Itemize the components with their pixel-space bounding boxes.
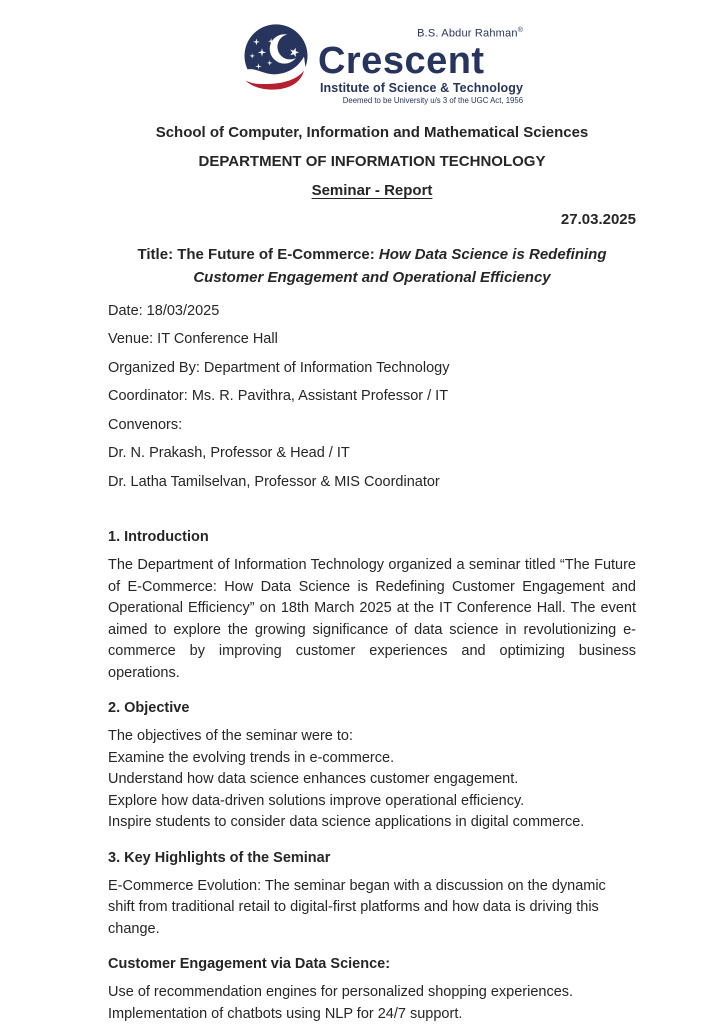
seminar-title-italic-2: Customer Engagement and Operational Efficiency bbox=[193, 268, 551, 286]
report-type-label: Seminar - Report bbox=[311, 181, 433, 199]
highlights-subheading-customer-engagement: Customer Engagement via Data Science: bbox=[108, 956, 391, 973]
detail-convenor-1: Dr. N. Prakash, Professor & Head / IT bbox=[108, 445, 350, 462]
detail-venue: Venue: IT Conference Hall bbox=[108, 331, 278, 348]
report-type-heading bbox=[108, 180, 636, 201]
highlights-line: Use of recommendation engines for personalized shopping experiences. bbox=[108, 984, 574, 1001]
detail-organized-by: Organized By: Department of Information Technology bbox=[108, 359, 450, 376]
spacer bbox=[108, 500, 636, 527]
crescent-moon-stars-emblem-icon bbox=[241, 24, 311, 92]
detail-date: Date: 18/03/2025 bbox=[108, 302, 220, 319]
objective-line: Examine the evolving trends in e-commerce. bbox=[108, 749, 395, 766]
section-heading-highlights: 3. Key Highlights of the Seminar bbox=[108, 849, 331, 866]
logo-brand-small-text: B.S. Abdur Rahman bbox=[417, 27, 518, 40]
institute-logo bbox=[108, 24, 656, 106]
objective-line: Explore how data-driven solutions improve operational efficiency. bbox=[108, 792, 525, 809]
seminar-title-prefix: Title: The Future of E-Commerce: bbox=[137, 245, 375, 263]
detail-coordinator: Coordinator: Ms. R. Pavithra, Assistant Professor / IT bbox=[108, 388, 449, 405]
logo-tagline: Deemed to be University u/s 3 of the UGC Act, 1956 bbox=[342, 95, 524, 105]
introduction-paragraph: The Department of Information Technology organized a seminar titled “The Future of E-Commerce: How Data Science is Redefining Customer Engagement and Operational Efficiency” on 18th March 2025 at the IT Conference Hall. The event aimed to explore the growing significance of data science in revolutionizing e-commerce by improving customer experiences and optimizing business operations. bbox=[108, 557, 636, 681]
detail-convenor-2: Dr. Latha Tamilselvan, Professor & MIS Coordinator bbox=[108, 473, 440, 490]
logo-brand-small bbox=[417, 24, 523, 41]
highlights-evolution-paragraph: E-Commerce Evolution: The seminar began with a discussion on the dynamic shift from traditional retail to digital-first platforms and how data is driving this change. bbox=[108, 877, 606, 937]
objective-line: The objectives of the seminar were to: bbox=[108, 728, 354, 745]
institute-logo-text bbox=[318, 24, 523, 106]
highlights-line: Implementation of chatbots using NLP for 24/7 support. bbox=[108, 1005, 463, 1022]
logo-brand-large: Crescent bbox=[317, 39, 485, 82]
objective-line: Understand how data science enhances customer engagement. bbox=[108, 771, 519, 788]
objective-lines bbox=[108, 726, 636, 834]
objective-line: Inspire students to consider data science applications in digital commerce. bbox=[108, 814, 585, 831]
school-name: School of Computer, Information and Mathematical Sciences bbox=[155, 123, 589, 141]
seminar-title bbox=[108, 243, 636, 289]
seminar-title-italic-1: How Data Science is Redefining bbox=[378, 245, 607, 263]
registered-trademark-mark: ® bbox=[517, 27, 524, 34]
section-heading-objective: 2. Objective bbox=[108, 700, 190, 717]
highlights-lines bbox=[108, 982, 636, 1024]
report-date: 27.03.2025 bbox=[560, 210, 636, 228]
logo-institute-line: Institute of Science & Technology bbox=[319, 80, 524, 95]
detail-convenors-label: Convenors: bbox=[108, 416, 183, 433]
department-name: DEPARTMENT OF INFORMATION TECHNOLOGY bbox=[198, 152, 546, 170]
section-heading-introduction: 1. Introduction bbox=[108, 529, 209, 546]
